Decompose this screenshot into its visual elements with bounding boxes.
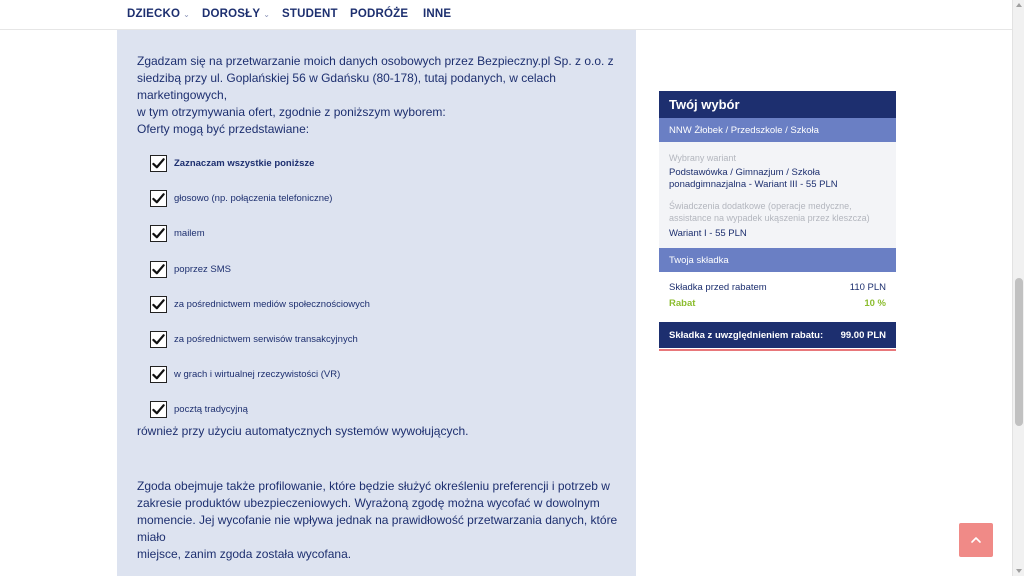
checkmark-icon: [152, 298, 165, 311]
checkbox-label: w grach i wirtualnej rzeczywistości (VR): [174, 369, 341, 381]
checkmark-icon: [152, 368, 165, 381]
nav-item-label: PODRÓŻE: [350, 8, 409, 20]
discount-row: [669, 296, 886, 312]
checkmark-icon: [152, 192, 165, 205]
summary-details: [659, 142, 896, 248]
nav-item-student[interactable]: [282, 8, 338, 20]
scroll-down-arrow-icon[interactable]: [1016, 569, 1022, 573]
chevron-up-icon: [970, 534, 982, 546]
extras-label: Świadczenia dodatkowe (operacje medyczne,: [669, 201, 852, 211]
checkbox-label: poprzez SMS: [174, 263, 232, 275]
extras-value: Wariant I - 55 PLN: [669, 228, 747, 239]
consent-intro-line: siedzibą przy ul. Goplańskiej 56 w Gdańsku (80-178), tutaj podanych, w celach marketingowych,: [137, 71, 556, 102]
premium-rows: [659, 272, 896, 320]
nav-item-label: STUDENT: [282, 8, 338, 20]
checkbox-label: pocztą tradycyjną: [174, 404, 248, 416]
profiling-line: miejsce, zanim zgoda została wycofana.: [137, 547, 352, 561]
checkmark-icon: [152, 263, 165, 276]
premium-before-discount-value: 110 PLN: [849, 282, 886, 293]
chevron-down-icon: ⌄: [183, 9, 191, 19]
checkbox[interactable]: [150, 190, 167, 207]
nav-item-label: DZIECKO: [127, 8, 181, 20]
checkbox[interactable]: [150, 366, 167, 383]
checkbox[interactable]: [150, 296, 167, 313]
nav-item-label: INNE: [423, 8, 452, 20]
nav-item-inne[interactable]: [423, 8, 451, 20]
summary-title: Twój wybór: [659, 91, 896, 118]
consent-intro: [137, 53, 622, 138]
chevron-down-icon: ⌄: [263, 9, 271, 19]
checkbox-label: Zaznaczam wszystkie poniższe: [174, 158, 315, 170]
profiling-line: zakresie produktów ubezpieczeniowych. Wyrażoną zgodę można wycofać w dowolnym: [137, 496, 600, 510]
extras-label: assistance na wypadek ukąszenia przez kleszcza): [669, 213, 870, 223]
checkbox[interactable]: [150, 401, 167, 418]
checkbox-label: za pośrednictwem serwisów transakcyjnych: [174, 334, 358, 346]
total-premium-row: [659, 322, 896, 348]
checkbox-label: za pośrednictwem mediów społecznościowych: [174, 298, 370, 310]
consent-checkbox-list: [150, 146, 610, 428]
nav-item-dorosly[interactable]: [202, 8, 270, 20]
marketing-consent-panel: [117, 30, 636, 576]
checkmark-icon: [152, 333, 165, 346]
checkbox-label: głosowo (np. połączenia telefoniczne): [174, 193, 333, 205]
top-navigation: [0, 0, 1012, 30]
premium-header: Twoja składka: [659, 248, 896, 272]
consent-option-transaction-services: [150, 322, 610, 357]
consent-option-sms: [150, 252, 610, 287]
checkbox[interactable]: [150, 225, 167, 242]
profiling-line: momencie. Jej wycofanie nie wpływa jednak na prawidłowość przetwarzania danych, które miało: [137, 513, 618, 544]
consent-intro-line: w tym otrzymywania ofert, zgodnie z poniższym wyborem:: [137, 105, 446, 119]
variant-label: Wybrany wariant: [669, 153, 736, 163]
checkmark-icon: [152, 227, 165, 240]
summary-divider: [659, 349, 896, 351]
automated-systems-note: również przy użyciu automatycznych systemów wywołujących.: [137, 424, 469, 438]
summary-product: NNW Żłobek / Przedszkole / Szkoła: [659, 118, 896, 142]
discount-label: Rabat: [669, 298, 696, 309]
variant-value: ponadgimnazjalna - Wariant III - 55 PLN: [669, 179, 838, 190]
checkbox[interactable]: [150, 261, 167, 278]
order-summary: [659, 91, 896, 351]
checkbox[interactable]: [150, 331, 167, 348]
variant-value: Podstawówka / Gimnazjum / Szkoła: [669, 167, 821, 178]
checkbox[interactable]: [150, 155, 167, 172]
nav-item-label: DOROSŁY: [202, 8, 261, 20]
premium-before-discount-label: Składka przed rabatem: [669, 282, 767, 293]
discount-value: 10 %: [864, 298, 886, 309]
nav-item-dziecko[interactable]: [127, 8, 190, 20]
consent-option-social-media: [150, 287, 610, 322]
consent-option-email: [150, 216, 610, 251]
consent-option-voice: [150, 181, 610, 216]
checkbox-label: mailem: [174, 228, 205, 240]
consent-option-select-all: [150, 146, 610, 181]
total-premium-value: 99.00 PLN: [840, 330, 886, 341]
premium-before-discount-row: [669, 280, 886, 296]
nav-item-podroze[interactable]: [350, 8, 408, 20]
total-premium-label: Składka z uwzględnieniem rabatu:: [669, 330, 824, 341]
checkmark-icon: [152, 403, 165, 416]
consent-intro-line: Zgadzam się na przetwarzanie moich danych osobowych przez Bezpieczny.pl Sp. z o.o. z: [137, 54, 614, 68]
checkmark-icon: [152, 157, 165, 170]
profiling-note: [137, 478, 622, 563]
scroll-to-top-button[interactable]: [959, 523, 993, 557]
page-scrollbar[interactable]: [1012, 0, 1024, 576]
scroll-up-arrow-icon[interactable]: [1016, 3, 1022, 7]
profiling-line: Zgoda obejmuje także profilowanie, które będzie służyć określeniu preferencji i potrzeb w: [137, 479, 610, 493]
consent-intro-line: Oferty mogą być przedstawiane:: [137, 122, 310, 136]
consent-option-games-vr: [150, 357, 610, 392]
scrollbar-thumb[interactable]: [1015, 278, 1023, 426]
